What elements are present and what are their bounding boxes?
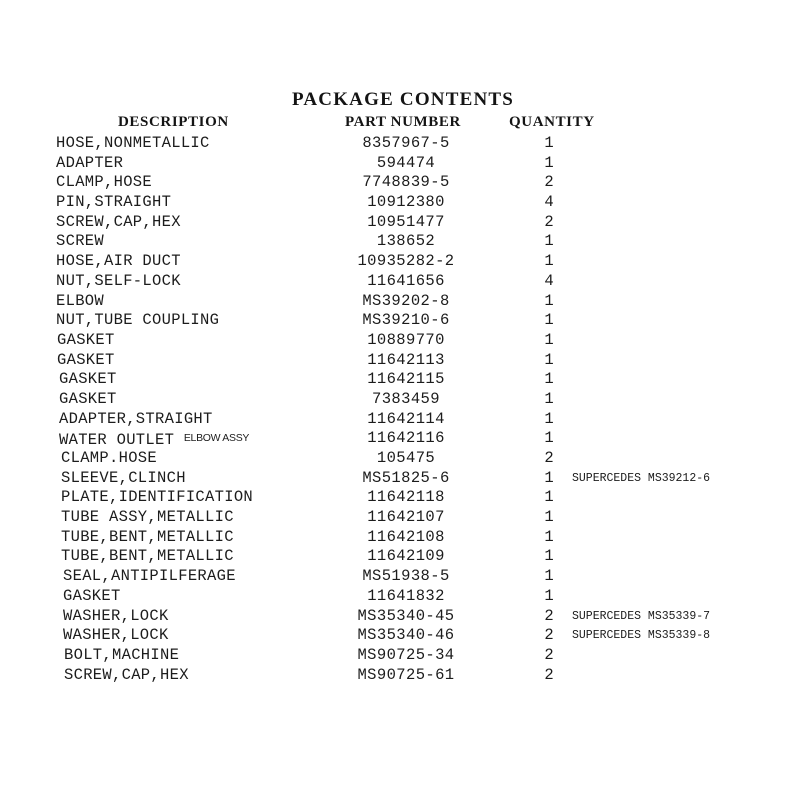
item-quantity: 1	[544, 291, 554, 310]
item-description: SCREW	[56, 232, 105, 251]
column-header-part-number: PART NUMBER	[345, 114, 461, 130]
item-part-number: 11642116	[367, 429, 445, 448]
item-description: CLAMP.HOSE	[61, 449, 158, 467]
item-quantity: 1	[544, 370, 554, 389]
item-part-number: MS51825-6	[362, 468, 450, 487]
item-part-number: MS39202-8	[362, 291, 450, 310]
item-description: PLATE,IDENTIFICATION	[61, 488, 254, 507]
item-description: SCREW,CAP,HEX	[56, 212, 181, 231]
item-part-number: 11642107	[367, 508, 445, 527]
list-item	[0, 646, 800, 666]
item-part-number: 138652	[376, 232, 436, 251]
item-part-number: 7383459	[372, 389, 440, 408]
item-part-number: 11642108	[367, 527, 445, 546]
item-description: SCREW,CAP,HEX	[64, 665, 189, 684]
item-supersedes-note: SUPERCEDES MS35339-8	[572, 629, 711, 643]
list-item	[0, 173, 800, 193]
item-part-number: 11642109	[367, 547, 445, 566]
item-description: CLAMP,HOSE	[56, 173, 153, 192]
item-quantity: 1	[544, 330, 554, 349]
item-description-suffix: ELBOW ASSY	[183, 432, 250, 445]
item-quantity: 1	[544, 527, 554, 546]
list-item	[0, 449, 800, 469]
list-item	[0, 508, 800, 528]
list-item	[0, 528, 800, 548]
item-description: HOSE,AIR DUCT	[56, 252, 181, 271]
list-item	[0, 252, 800, 272]
item-part-number: 10889770	[367, 330, 445, 349]
list-item	[0, 488, 800, 508]
item-quantity: 1	[544, 350, 554, 369]
item-part-number: 10951477	[367, 212, 445, 231]
item-description: GASKET	[63, 586, 121, 605]
item-quantity: 2	[544, 645, 554, 664]
item-quantity: 4	[544, 271, 554, 290]
list-item	[0, 292, 800, 312]
list-item	[0, 232, 800, 252]
contents-list	[0, 134, 800, 685]
column-header-quantity: QUANTITY	[509, 114, 595, 130]
item-description: TUBE,BENT,METALLIC	[61, 547, 234, 566]
item-part-number: 11642114	[367, 409, 445, 428]
item-description: SEAL,ANTIPILFERAGE	[63, 567, 236, 586]
item-part-number: 11642113	[367, 350, 445, 369]
item-quantity: 1	[544, 586, 554, 605]
item-quantity: 2	[544, 449, 554, 467]
list-item	[0, 666, 800, 686]
item-description: HOSE,NONMETALLIC	[56, 134, 210, 152]
item-part-number: MS35340-45	[357, 606, 455, 625]
item-quantity: 1	[544, 429, 554, 448]
list-item	[0, 469, 800, 489]
item-description: TUBE,BENT,METALLIC	[61, 527, 234, 546]
item-description: NUT,TUBE COUPLING	[56, 311, 220, 330]
item-description: ADAPTER	[56, 153, 124, 172]
item-description	[59, 429, 249, 451]
list-item	[0, 370, 800, 390]
item-description: GASKET	[57, 350, 115, 369]
list-item	[0, 567, 800, 587]
item-description: GASKET	[59, 389, 117, 408]
item-part-number: MS90725-34	[357, 645, 455, 664]
item-quantity: 1	[544, 547, 554, 566]
list-item	[0, 607, 800, 627]
item-quantity: 4	[544, 193, 554, 212]
item-part-number: 105475	[376, 449, 436, 467]
item-quantity: 2	[544, 606, 554, 625]
item-description: PIN,STRAIGHT	[56, 193, 172, 212]
item-part-number: 10912380	[367, 193, 445, 212]
item-part-number: 10935282-2	[357, 252, 455, 271]
item-description: ADAPTER,STRAIGHT	[59, 409, 213, 428]
item-quantity: 1	[544, 389, 554, 408]
item-quantity: 1	[544, 468, 554, 487]
item-quantity: 1	[544, 153, 554, 172]
item-description: TUBE ASSY,METALLIC	[61, 508, 234, 527]
list-item	[0, 272, 800, 292]
item-part-number: MS90725-61	[357, 665, 455, 684]
item-part-number: MS39210-6	[362, 311, 450, 330]
list-item	[0, 410, 800, 430]
list-item	[0, 193, 800, 213]
item-quantity: 2	[544, 665, 554, 684]
item-quantity: 1	[544, 508, 554, 527]
list-item	[0, 134, 800, 154]
list-item	[0, 587, 800, 607]
item-description: BOLT,MACHINE	[64, 645, 180, 664]
list-item	[0, 626, 800, 646]
item-part-number: 594474	[376, 153, 436, 172]
item-quantity: 1	[544, 409, 554, 428]
item-part-number: MS51938-5	[362, 567, 450, 586]
list-item	[0, 351, 800, 371]
item-quantity: 2	[544, 212, 554, 231]
item-description: ELBOW	[56, 291, 105, 310]
list-item	[0, 390, 800, 410]
item-quantity: 1	[544, 488, 554, 507]
page-title: PACKAGE CONTENTS	[291, 89, 515, 110]
item-quantity: 1	[544, 311, 554, 330]
list-item	[0, 429, 800, 449]
item-part-number: 11642118	[367, 488, 445, 507]
item-description: WASHER,LOCK	[63, 606, 169, 625]
item-quantity: 1	[544, 252, 554, 271]
item-quantity: 1	[544, 232, 554, 251]
item-description: NUT,SELF-LOCK	[56, 271, 181, 290]
item-description-main: WATER OUTLET	[59, 431, 175, 450]
list-item	[0, 331, 800, 351]
item-supersedes-note: SUPERCEDES MS35339-7	[572, 609, 711, 623]
item-supersedes-note: SUPERCEDES MS39212-6	[572, 471, 711, 485]
item-description: GASKET	[59, 370, 117, 389]
item-part-number: 11641656	[367, 271, 445, 290]
item-part-number: 11641832	[367, 586, 445, 605]
item-quantity: 2	[544, 173, 554, 192]
list-item	[0, 311, 800, 331]
item-quantity: 1	[544, 134, 554, 152]
item-part-number: 8357967-5	[362, 134, 450, 152]
list-item	[0, 154, 800, 174]
item-description: SLEEVE,CLINCH	[61, 468, 186, 487]
column-header-description: DESCRIPTION	[118, 114, 229, 130]
item-quantity: 2	[544, 626, 554, 645]
item-description: GASKET	[57, 330, 115, 349]
item-part-number: 7748839-5	[362, 173, 450, 192]
item-part-number: 11642115	[367, 370, 445, 389]
item-part-number: MS35340-46	[357, 626, 455, 645]
item-quantity: 1	[544, 567, 554, 586]
item-description: WASHER,LOCK	[63, 626, 169, 645]
list-item	[0, 213, 800, 233]
list-item	[0, 547, 800, 567]
